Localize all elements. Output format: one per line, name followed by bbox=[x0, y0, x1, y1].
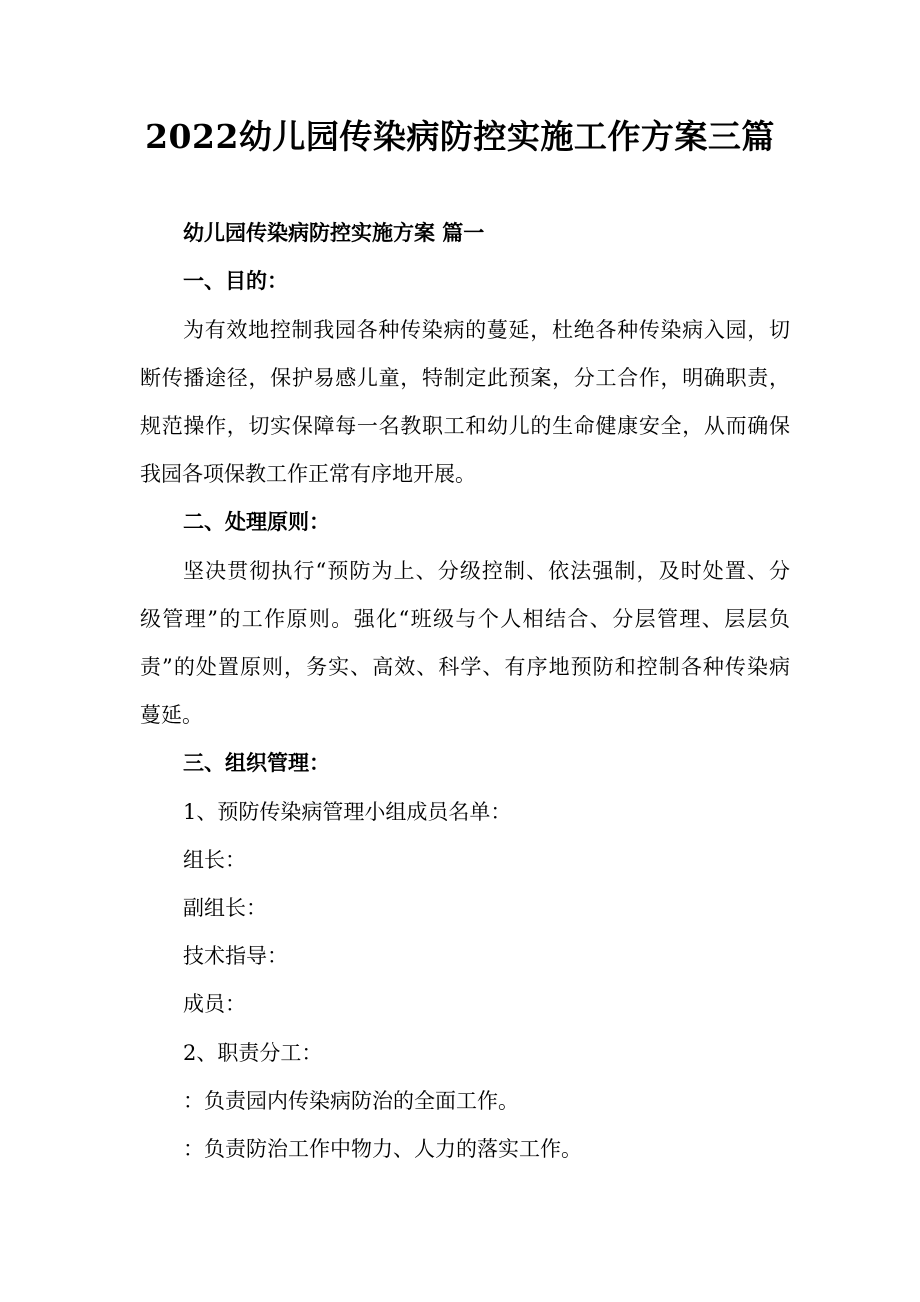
document-title: 2022幼儿园传染病防控实施工作方案三篇 bbox=[145, 117, 775, 156]
section2-line-1: 坚决贯彻执行“预防为上、分级控制、依法强制，及时处置、分 bbox=[183, 559, 790, 583]
section2-line-3: 责”的处置原则，务实、高效、科学、有序地预防和控制各种传染病 bbox=[140, 655, 790, 679]
section-heading: 幼儿园传染病防控实施方案 篇一 bbox=[183, 221, 485, 245]
section1-line-2: 断传播途径，保护易感儿童，特制定此预案，分工合作，明确职责， bbox=[140, 366, 790, 390]
section2-line-2: 级管理”的工作原则。强化“班级与个人相结合、分层管理、层层负 bbox=[140, 607, 790, 631]
section3-title: 三、组织管理： bbox=[183, 751, 330, 775]
vice-leader-label: 副组长： bbox=[183, 896, 267, 920]
item-2: 2、职责分工： bbox=[183, 1041, 323, 1065]
duty-1: ：负责园内传染病防治的全面工作。 bbox=[183, 1089, 519, 1113]
section2-title: 二、处理原则： bbox=[183, 510, 330, 534]
section1-title: 一、目的： bbox=[183, 269, 288, 293]
tech-guide-label: 技术指导： bbox=[183, 944, 288, 968]
leader-label: 组长： bbox=[183, 848, 246, 872]
section1-line-3: 规范操作，切实保障每一名教职工和幼儿的生命健康安全，从而确保 bbox=[140, 414, 790, 438]
section1-line-4: 我园各项保教工作正常有序地开展。 bbox=[140, 462, 476, 486]
members-label: 成员： bbox=[183, 992, 246, 1016]
section2-line-4: 蔓延。 bbox=[140, 703, 203, 727]
section1-line-1: 为有效地控制我园各种传染病的蔓延，杜绝各种传染病入园，切 bbox=[183, 318, 790, 342]
item-1: 1、预防传染病管理小组成员名单： bbox=[183, 800, 512, 824]
duty-2: ：负责防治工作中物力、人力的落实工作。 bbox=[183, 1137, 582, 1161]
